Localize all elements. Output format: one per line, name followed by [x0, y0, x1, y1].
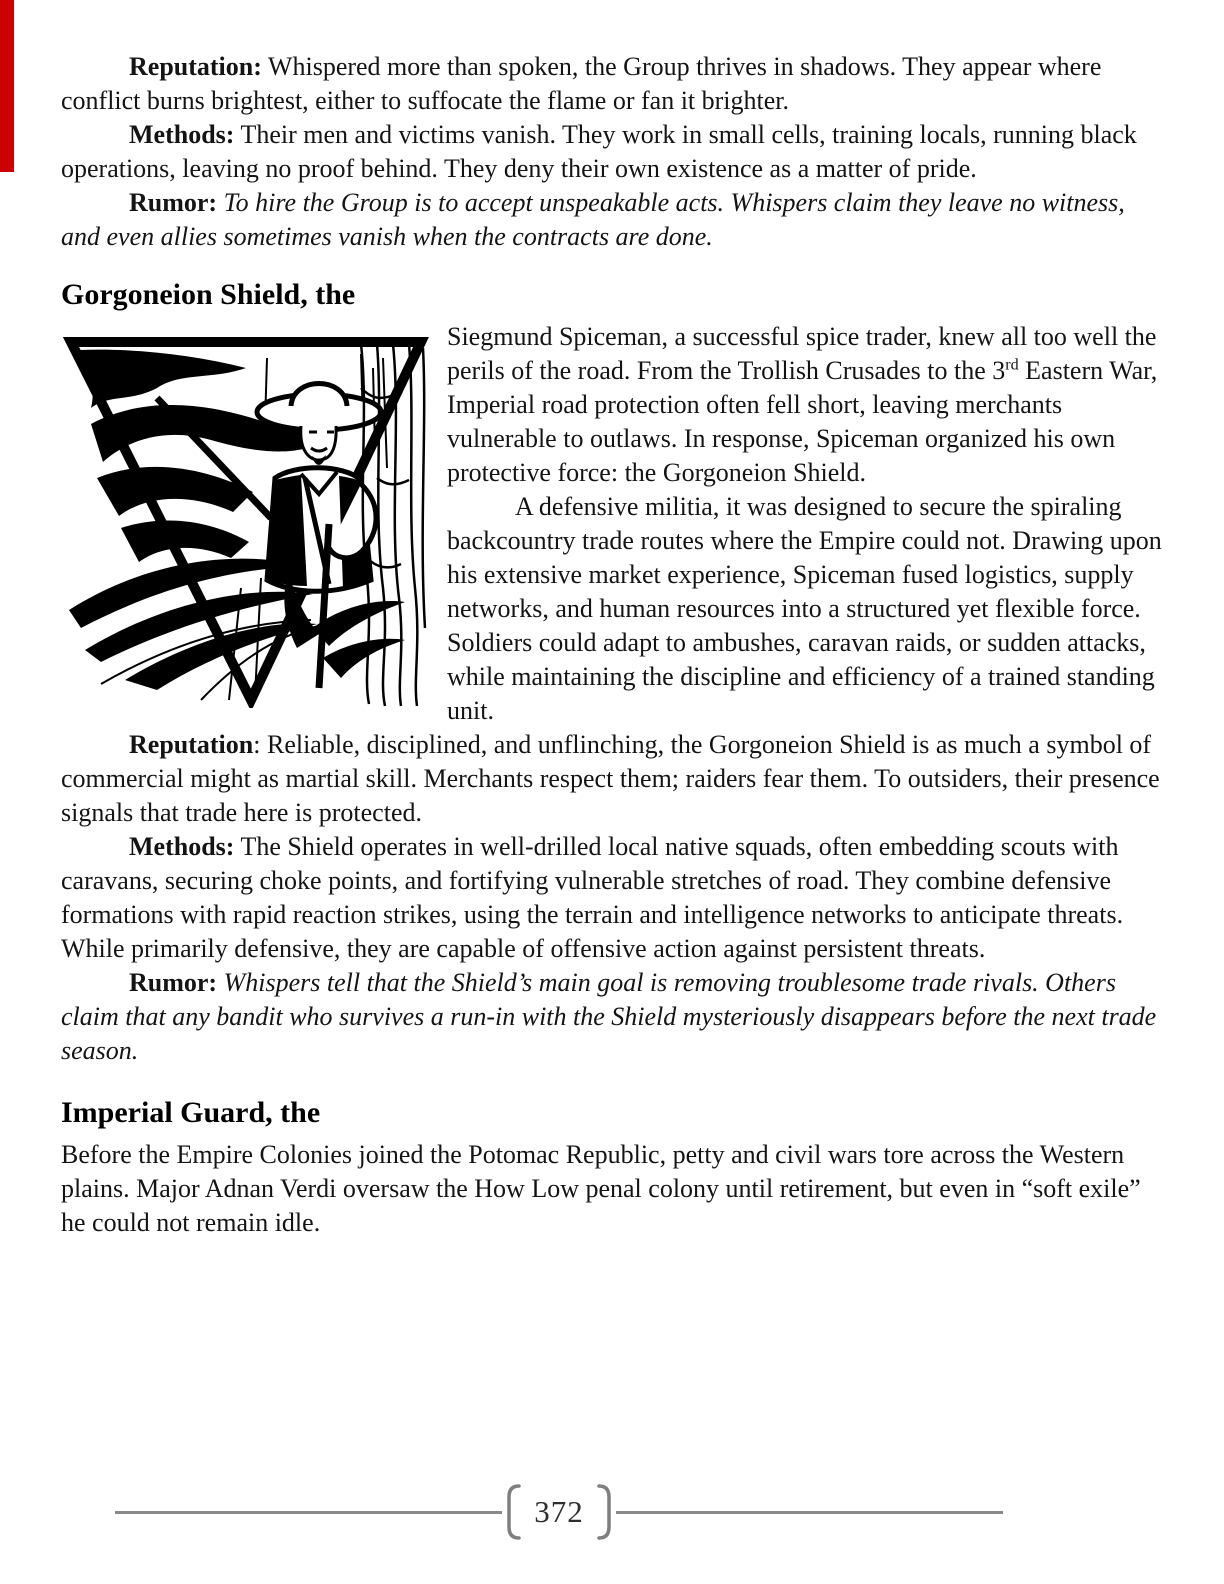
- paragraph-defensive-militia: A defensive militia, it was designed to secure the spiraling backcountry trade routes where the Empire could not. Drawing upon his extensive market experience, Spiceman fused logistics, supply networks, and human resources into a structured yet flexible force. Soldiers could adapt to ambushes, caravan raids, or sudden attacks, while maintaining the discipline and efficiency of a trained standing unit.: [447, 492, 1162, 725]
- gorgoneion-shield-illustration: [61, 328, 429, 708]
- rumor-label: Rumor:: [129, 968, 218, 997]
- reputation-label: Reputation: [129, 730, 254, 759]
- paragraph-shield-methods: [61, 830, 1163, 966]
- paragraph-group-methods: [61, 118, 1163, 186]
- reputation-text: Whispered more than spoken, the Group thrives in shadows. They appear where conflict burns brightest, either to suffocate the flame or fan it brighter.: [61, 52, 1102, 115]
- page-number: 372: [534, 1494, 584, 1529]
- page-content: [61, 50, 1163, 1240]
- reputation-text: : Reliable, disciplined, and unflinching, the Gorgoneion Shield is as much a symbol of commercial might as martial skill. Merchants respect them; raiders fear them. To outsiders, their presence signals that trade here is protected.: [61, 730, 1160, 827]
- methods-text: The Shield operates in well-drilled local native squads, often embedding scouts with caravans, securing choke points, and fortifying vulnerable stretches of road. They combine defensive formations with rapid reaction strikes, using the terrain and intelligence networks to anticipate threats. While primarily defensive, they are capable of offensive action against persistent threats.: [61, 832, 1124, 963]
- rumor-text: Whispers tell that the Shield’s main goal is removing troublesome trade rivals. Others claim that any bandit who survives a run-in with the Shield mysteriously disappears before the next trade season.: [61, 968, 1157, 1065]
- paragraph-group-rumor: [61, 186, 1163, 254]
- red-edge-ribbon: [0, 0, 14, 172]
- footer-rule-left: [115, 1511, 502, 1514]
- rounded-left-bracket-icon: [504, 1483, 522, 1541]
- methods-text: Their men and victims vanish. They work in small cells, training locals, running black operations, leaving no proof behind. They deny their own existence as a matter of pride.: [61, 120, 1137, 183]
- spiceman-text-before-sup: Siegmund Spiceman, a successful spice trader, knew all too well the perils of the road. From the Trollish Crusades to the 3: [447, 322, 1157, 385]
- section-heading-imperial-guard: Imperial Guard, the: [61, 1096, 321, 1129]
- ordinal-superscript: rd: [1005, 356, 1019, 374]
- reputation-label: Reputation:: [129, 52, 262, 81]
- rumor-text: To hire the Group is to accept unspeakable acts. Whispers claim they leave no witness, and even allies sometimes vanish when the contracts are done.: [61, 188, 1125, 251]
- paragraph-imperial-guard-intro: Before the Empire Colonies joined the Potomac Republic, petty and civil wars tore across the Western plains. Major Adnan Verdi oversaw the How Low penal colony until retirement, but even in “soft exile” he could not remain idle.: [61, 1140, 1141, 1237]
- methods-label: Methods:: [129, 832, 235, 861]
- paragraph-group-reputation: [61, 50, 1163, 118]
- paragraph-shield-rumor: [61, 966, 1163, 1068]
- page-footer: [115, 1482, 1003, 1542]
- footer-rule-right: [616, 1511, 1003, 1514]
- spiceman-text-after-sup: Eastern War, Imperial road protection often fell short, leaving merchants vulnerable to outlaws. In response, Spiceman organized his own protective force: the Gorgoneion Shield.: [447, 356, 1158, 487]
- rounded-right-bracket-icon: [596, 1483, 614, 1541]
- paragraph-shield-reputation: [61, 728, 1163, 830]
- section-heading-gorgoneion-shield: Gorgoneion Shield, the: [61, 278, 356, 311]
- rumor-label: Rumor:: [129, 188, 218, 217]
- methods-label: Methods:: [129, 120, 235, 149]
- illustration-svg: [61, 328, 429, 708]
